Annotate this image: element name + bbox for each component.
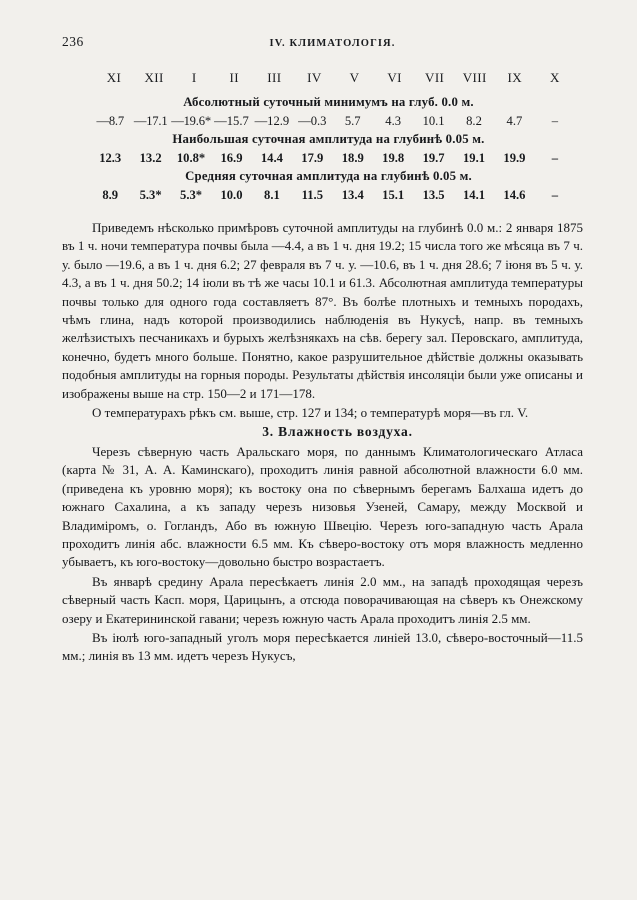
column-header: VIII: [462, 70, 487, 85]
column-header: III: [267, 70, 282, 85]
table-cell: –: [551, 151, 558, 165]
table-cell: 8.1: [264, 188, 280, 202]
page-number: 236: [62, 34, 84, 49]
paragraph: Черезъ сѣверную часть Аральскаго моря, по даннымъ Климатологическаго Атласа (карта № 31, А. А. Каминскаго), проходитъ линія равной абсолютной влажности 6.0 мм. (приведена къ уровню моря); къ востоку она по сѣвернымъ берегамъ Балхаша идетъ до южнаго Сахалина, а къ западу черезъ низовья Узеней, Самару, между Москвой и Владиміромъ, о. Гогландъ, Або въ южную Швецію. Черезъ юго-западную часть Арала проходитъ линія абс. влажности 6.5 мм. Къ сѣверо-востоку отъ моря влажность медленно убываетъ, къ юго-востоку—довольно быстро возрастаетъ.: [62, 443, 583, 570]
table-cell: —15.7: [214, 114, 249, 128]
table-cell: 4.7: [506, 114, 523, 128]
table-cell: 19.7: [422, 151, 445, 165]
table-cell: 19.9: [503, 151, 526, 165]
table-cell: 11.5: [301, 188, 323, 202]
paragraph: Въ іюлѣ юго-западный уголъ моря пересѣкается линіей 13.0, сѣверо-восточный—11.5 мм.; линія въ 13 мм. идетъ черезъ Нукусъ,: [62, 629, 583, 664]
table-cell: 12.3: [99, 151, 122, 165]
table-cell: —0.3: [298, 114, 327, 128]
table-cell: 14.1: [462, 188, 486, 202]
table-cell: 16.9: [220, 151, 243, 165]
paragraph: О температурахъ рѣкъ см. выше, стр. 127 и 134; о температурѣ моря—въ гл. V.: [92, 405, 529, 421]
data-table: [62, 70, 583, 203]
table-cell: 13.2: [139, 151, 162, 165]
table-cell: 8.2: [466, 114, 482, 128]
table-cell: 10.1: [422, 114, 445, 128]
column-header: VI: [387, 70, 402, 85]
table-group-caption: Абсолютный суточный минимумъ на глуб. 0.0 м.: [183, 95, 474, 109]
table-cell: 5.3*: [139, 188, 162, 202]
column-header: IX: [507, 70, 523, 85]
table-cell: 4.3: [385, 114, 402, 128]
section-title: 3. Влажность воздуха.: [262, 424, 413, 440]
column-header: XI: [106, 70, 122, 85]
table-cell: –: [551, 114, 558, 128]
column-header: XII: [144, 70, 164, 85]
table-cell: —19.6*: [171, 114, 211, 128]
table-cell: 5.3*: [180, 188, 203, 202]
table-cell: —12.9: [254, 114, 290, 128]
paragraph: Приведемъ нѣсколько примѣровъ суточной амплитуды на глубинѣ 0.0 м.: 2 января 1875 въ 1 ч. ночи температура почвы была —4.4, а въ 1 ч. дня 19.2; 15 числа того же мѣсяца въ 7 ч. у. было —19.6, а въ 1 ч. дня 6.2; 27 февраля въ 7 ч. у. —10.6, въ 1 ч. дня 28.6; 7 іюня въ 5 ч. у. 4.3, а въ 1 ч. дня 50.2; 14 іюли въ тѣ же часы 10.1 и 61.3. Абсолютная амплитуда температуры почвы только для одного года составляетъ 87°. Въ болѣе плотныхъ и темныхъ породахъ, чѣмъ глина, надъ которой производились наблюденія въ Нукусѣ, напр. въ темныхъ желѣзистыхъ песчаникахъ и бурыхъ желѣзнякахъ на сѣв. берегу зал. Перовскаго, амплитуда, конечно, будетъ много больше. Понятно, какое разрушительное дѣйствіе должны оказывать подобныя амплитуды на горныя породы. Результаты дѣйствія инсоляціи были уже описаны и изображены выше на стр. 150—2 и 171—178.: [62, 220, 583, 401]
table-cell: 15.1: [382, 188, 405, 202]
table-cell: 14.6: [503, 188, 526, 202]
column-header: I: [191, 70, 197, 85]
table-cell: 19.8: [382, 151, 405, 165]
table-cell: 10.0: [220, 188, 243, 202]
page-header: [62, 34, 583, 56]
table-cell: —8.7: [96, 114, 124, 128]
table-row: [88, 151, 577, 166]
column-header: II: [229, 70, 239, 85]
column-header: V: [349, 70, 360, 85]
column-header: VII: [425, 70, 445, 85]
table-cell: –: [551, 188, 558, 202]
table-cell: 18.9: [341, 151, 364, 165]
table-cell: 5.7: [344, 114, 361, 128]
table-cell: 8.9: [102, 188, 119, 202]
table-cell: 17.9: [301, 151, 324, 165]
table-cell: 13.5: [422, 188, 445, 202]
paragraph: Въ январѣ средину Арала пересѣкаетъ линія 2.0 мм., на западѣ проходящая черезъ сѣверный часть Касп. моря, Царицынъ, а отсюда поворачивающая на сѣверъ къ Онежскому озеру и Екатерининской гавани; черезъ южную часть Арала проходитъ линія 2.5 мм.: [62, 573, 583, 626]
table-cell: —17.1: [133, 114, 168, 128]
table-cell: 10.8*: [176, 151, 206, 165]
table-cell: 19.1: [462, 151, 486, 165]
body-text: [62, 219, 583, 666]
table-cell: 14.4: [260, 151, 283, 165]
table-group-caption: Наибольшая суточная амплитуда на глубинѣ 0.05 м.: [172, 132, 485, 146]
running-head: IV. КЛИМАТОЛОГІЯ.: [269, 38, 396, 49]
column-header: IV: [307, 70, 322, 85]
table-column-headers: [88, 70, 577, 86]
table-group-caption: Средняя суточная амплитуда на глубинѣ 0.05 м.: [185, 169, 472, 183]
table-row: [88, 188, 577, 203]
column-header: X: [550, 70, 560, 85]
table-cell: 13.4: [341, 188, 364, 202]
table-row: [88, 114, 577, 129]
